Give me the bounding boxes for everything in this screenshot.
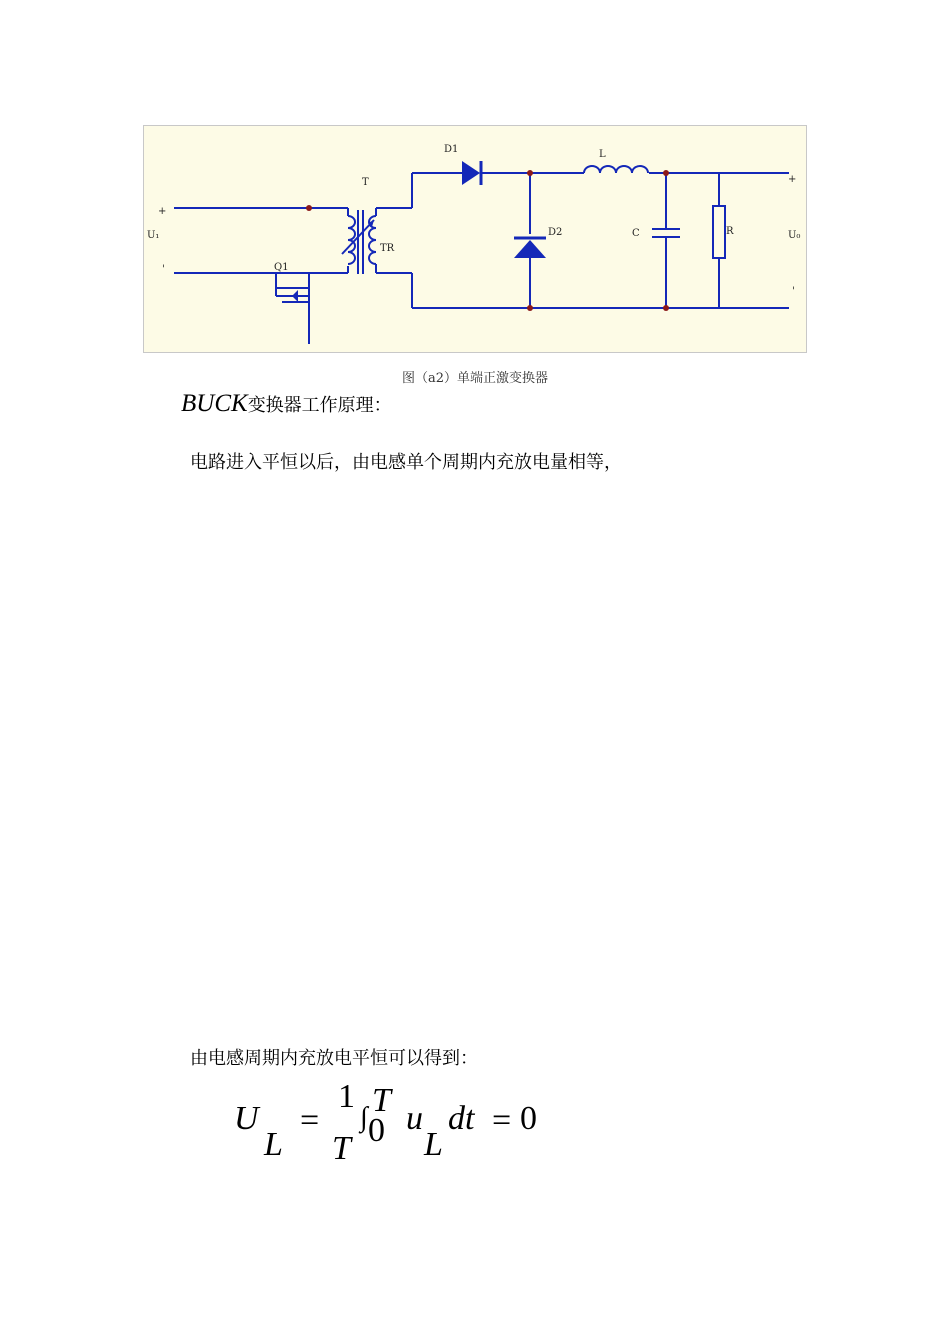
integral-formula: [230, 1080, 560, 1170]
formula-ul-sub: L: [424, 1126, 443, 1163]
forward-converter-schematic: [144, 126, 808, 354]
formula-sub-l: L: [264, 1126, 283, 1163]
label-u1: U₁: [147, 230, 160, 241]
paragraph-2: 由电感周期内充放电平恒可以得到：: [190, 1048, 478, 1069]
formula-lower: 0: [368, 1112, 385, 1149]
label-minus-in: ': [162, 264, 165, 275]
label-t: T: [362, 177, 369, 188]
junction-nodes: [306, 170, 669, 311]
label-c: C: [632, 228, 640, 239]
label-plus-in: +: [158, 206, 167, 217]
section-heading: [181, 390, 392, 418]
circuit-figure: [143, 125, 807, 353]
label-l: L: [599, 149, 606, 160]
formula-int: ∫: [360, 1102, 368, 1133]
formula-eq2: =: [492, 1102, 512, 1139]
formula-dt: dt: [448, 1100, 475, 1137]
formula-num: 1: [338, 1078, 355, 1115]
label-tr: TR: [380, 243, 395, 254]
formula-u: U: [234, 1100, 259, 1137]
d1-diode: [462, 161, 480, 185]
formula-ul: u: [406, 1100, 423, 1137]
formula-zero: 0: [520, 1100, 537, 1137]
label-d1: D1: [444, 144, 459, 155]
label-plus-out: +: [788, 174, 797, 185]
label-r: R: [726, 226, 734, 237]
label-d2: D2: [548, 227, 563, 238]
formula-eq1: =: [300, 1102, 320, 1139]
label-minus-out: ': [792, 286, 795, 297]
formula-den: T: [332, 1130, 351, 1167]
figure-caption: 图（a2）单端正激变换器: [401, 371, 549, 386]
formula-upper: T: [372, 1082, 391, 1119]
d2-diode: [514, 240, 546, 258]
wires: [174, 166, 789, 344]
paragraph-1: 电路进入平恒以后，由电感单个周期内充放电量相等，: [190, 452, 622, 473]
heading-buck: BUCK: [181, 390, 248, 417]
label-u0: U₀: [788, 230, 801, 241]
heading-text: 变换器工作原理：: [247, 395, 392, 416]
label-q1: Q1: [274, 262, 289, 273]
